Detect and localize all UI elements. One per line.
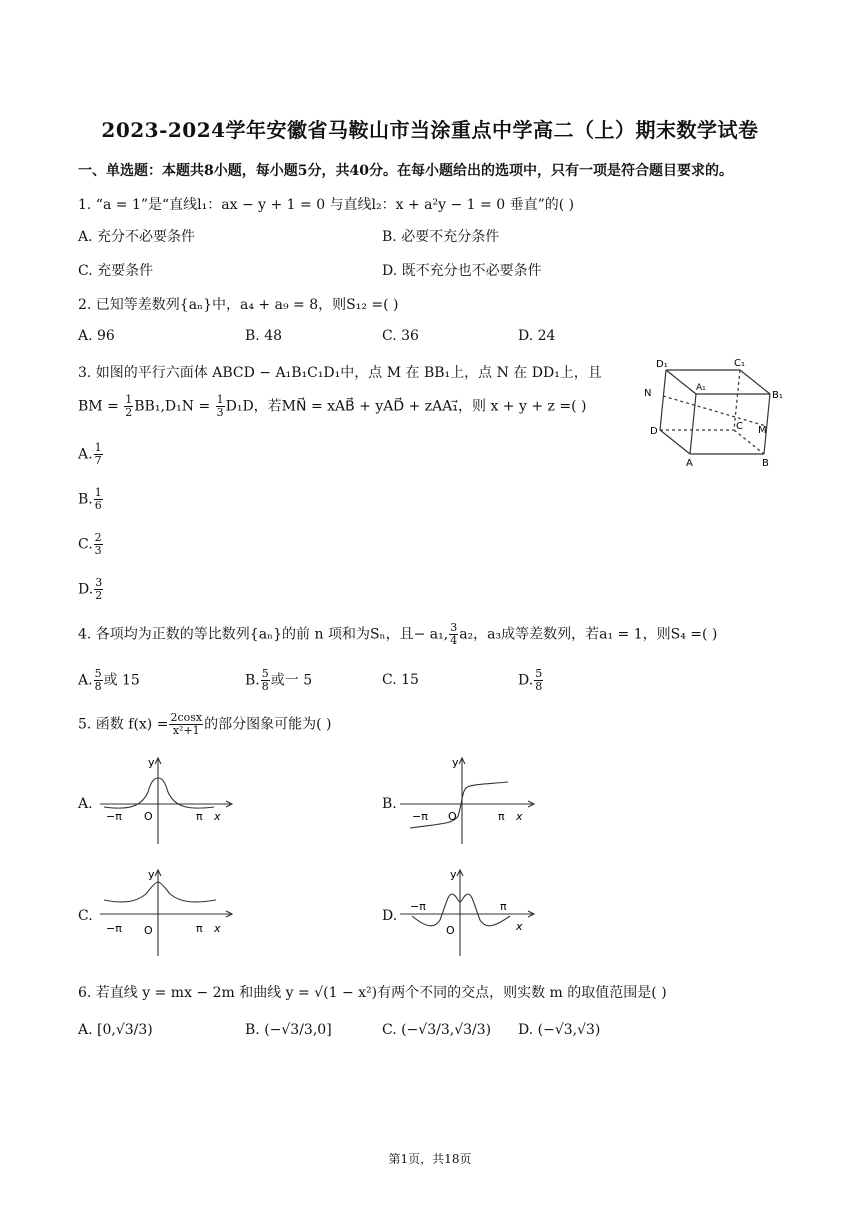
- svg-text:x: x: [516, 920, 523, 933]
- q1-option-b: B. 必要不充分条件: [382, 229, 500, 245]
- section-heading: 一、单选题：本题共8小题，每小题5分，共40分。在每小题给出的选项中，只有一项是符合题目要求的。: [78, 163, 733, 179]
- label-d1: D₁: [656, 359, 668, 370]
- graph-c: [96, 864, 236, 960]
- svg-text:x: x: [214, 922, 221, 935]
- question-6-stem: 6. 若直线 y = mx − 2m 和曲线 y = √(1 − x²)有两个不同的交点，则实数 m 的取值范围是( ): [78, 985, 667, 1001]
- svg-text:−π: −π: [410, 900, 426, 913]
- svg-text:y: y: [450, 868, 457, 881]
- question-5-stem: 5. 函数 f(x) = $\frac{2\cos x}{\text{x²+1}}$ 的部分图象可能为( ): [78, 711, 332, 737]
- q3-text-b: BB₁,D₁N =: [134, 398, 211, 415]
- q3-fraction-2: $\frac{1}{3}$: [216, 393, 224, 419]
- q4-option-a: A. $\frac{5}{8}$ 或 15: [78, 667, 140, 693]
- q6-option-c: C. (−√3/3,√3/3): [382, 1022, 492, 1038]
- svg-text:O: O: [144, 924, 153, 937]
- q2-option-d: D. 24: [518, 328, 556, 344]
- q6-option-a: A. [0,√3/3): [78, 1022, 153, 1038]
- svg-text:y: y: [148, 868, 155, 881]
- svg-text:O: O: [448, 810, 457, 823]
- svg-text:π: π: [500, 900, 507, 913]
- q3-option-d: D. $\frac{3}{2}$: [78, 576, 103, 602]
- question-3-stem-line2: [78, 394, 586, 419]
- q3-option-b: B. $\frac{1}{6}$: [78, 486, 102, 512]
- question-2-stem: 2. 已知等差数列{aₙ}中，a₄ + a₉ = 8，则S₁₂ =( ): [78, 297, 399, 313]
- q2-option-b: B. 48: [245, 328, 283, 344]
- label-c1: C₁: [734, 358, 745, 369]
- q1-option-a: A. 充分不必要条件: [78, 229, 196, 245]
- page-footer: 第1页，共18页: [388, 1152, 472, 1166]
- svg-text:O: O: [446, 924, 455, 937]
- svg-text:y: y: [452, 756, 459, 769]
- svg-text:x: x: [516, 810, 523, 823]
- label-b: B: [762, 458, 769, 469]
- label-b1: B₁: [772, 390, 783, 401]
- q1-option-c: C. 充要条件: [78, 263, 154, 279]
- graph-a: [96, 752, 236, 848]
- q5-option-a-label: A.: [78, 796, 93, 812]
- label-c: C: [736, 421, 743, 432]
- graph-d: [398, 864, 538, 960]
- graph-b: [398, 752, 538, 848]
- q6-option-b: B. (−√3/3,0]: [245, 1022, 332, 1038]
- q5-option-c-label: C.: [78, 908, 93, 924]
- svg-text:y: y: [148, 756, 155, 769]
- label-n: N: [644, 388, 652, 399]
- parallelepiped-figure: [630, 356, 790, 474]
- svg-text:−π: −π: [106, 922, 122, 935]
- q3-fraction-1: $\frac{1}{2}$: [125, 393, 133, 419]
- q3-text-a: BM =: [78, 398, 119, 415]
- q5-option-b-label: B.: [382, 796, 397, 812]
- label-a: A: [686, 458, 693, 469]
- q1-option-d: D. 既不充分也不必要条件: [382, 263, 542, 279]
- q3-text-c: D₁D，若MN⃗ = xAB⃗ + yAD⃗ + zAA₁⃗，则 x + y + z =( ): [225, 398, 587, 415]
- q4-option-d: D. $\frac{5}{8}$: [518, 667, 543, 693]
- q3-option-c: C. $\frac{2}{3}$: [78, 531, 102, 557]
- page-title: 2023-2024学年安徽省马鞍山市当涂重点中学高二（上）期末数学试卷: [101, 118, 759, 142]
- question-1-stem: 1. “a = 1”是“直线l₁：ax − y + 1 = 0 与直线l₂：x + a²y − 1 = 0 垂直”的( ): [78, 197, 575, 213]
- svg-text:−π: −π: [412, 810, 428, 823]
- q4-option-c: C. 15: [382, 672, 419, 688]
- svg-text:−π: −π: [106, 810, 122, 823]
- label-d: D: [650, 426, 658, 437]
- q2-option-c: C. 36: [382, 328, 419, 344]
- q4-option-b: B. $\frac{5}{8}$ 或一 5: [245, 667, 313, 693]
- svg-text:π: π: [498, 810, 505, 823]
- question-4-stem: 4. 各项均为正数的等比数列{aₙ}的前 n 项和为Sₙ，且− a₁, $\frac{3}{4}$ a₂，a₃成等差数列，若a₁ = 1，则S₄ =( ): [78, 621, 718, 647]
- question-3-stem-line1: 3. 如图的平行六面体 ABCD − A₁B₁C₁D₁中，点 M 在 BB₁上，点 N 在 DD₁上，且: [78, 365, 602, 381]
- svg-text:x: x: [214, 810, 221, 823]
- label-m: M: [758, 425, 767, 436]
- q3-option-a: A. $\frac{1}{7}$: [78, 441, 102, 467]
- q6-option-d: D. (−√3,√3): [518, 1022, 601, 1038]
- svg-text:O: O: [144, 810, 153, 823]
- svg-text:π: π: [196, 810, 203, 823]
- svg-text:π: π: [196, 922, 203, 935]
- label-a1: A₁: [696, 383, 706, 393]
- q5-option-d-label: D.: [382, 908, 398, 924]
- q2-option-a: A. 96: [78, 328, 115, 344]
